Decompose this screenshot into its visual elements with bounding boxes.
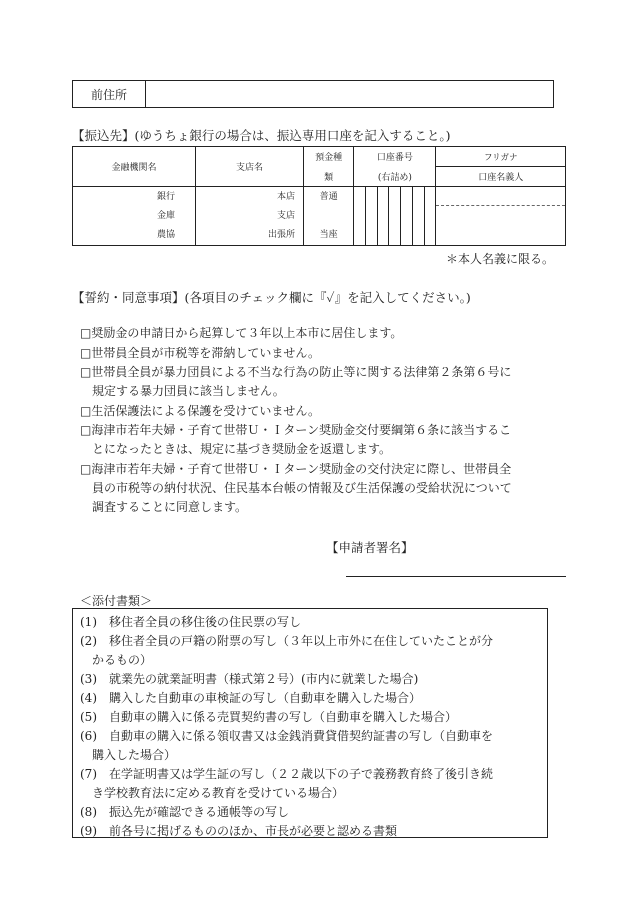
pledge-consent-cont-1: 員の市税等の納付状況、住民基本台帳の情報及び生活保護の受給状況について — [92, 481, 512, 495]
pledge-no-welfare[interactable]: □生活保護法による保護を受けていません。 — [80, 404, 321, 418]
attachment-item-6: (6) 自動車の購入に係る領収書又は金銭消費貸借契約証書の写し（自動車を — [80, 729, 494, 743]
pledge-consent-cont-2: 調査することに同意します。 — [92, 500, 248, 514]
col-institution: 金融機関名 — [73, 147, 196, 187]
account-digit[interactable] — [365, 187, 377, 246]
bank-account-table — [72, 146, 566, 246]
institution-option-bank: 銀行 — [156, 191, 175, 202]
deposit-type-cell[interactable] — [303, 187, 353, 246]
branch-option-main: 本店 — [276, 191, 295, 202]
institution-option-agri: 農協 — [156, 229, 175, 240]
previous-address-table — [72, 80, 554, 108]
col-account-number: 口座番号 — [354, 147, 436, 167]
institution-option-credit: 金庫 — [156, 210, 175, 221]
holder-furigana-field[interactable] — [436, 187, 565, 206]
col-account-number-note: (右詰め) — [354, 167, 436, 187]
col-branch: 支店名 — [195, 147, 303, 187]
branch-option-branch: 支店 — [276, 210, 295, 221]
signature-heading: 【申請者署名】 — [326, 540, 414, 555]
pledge-heading: 【誓約・同意事項】(各項目のチェック欄に『✓』を記入してください。) — [72, 290, 471, 305]
previous-address-label: 前住所 — [73, 81, 146, 108]
account-digit[interactable] — [412, 187, 424, 246]
attachment-item-2: (2) 移住者全員の戸籍の附票の写し（３年以上市外に在住していたことが分 — [80, 634, 494, 648]
pledge-residence[interactable]: □奨励金の申請日から起算して３年以上本市に居住します。 — [80, 326, 403, 340]
attachment-item-7: (7) 在学証明書又は学生証の写し（２２歳以下の子で義務教育終了後引き続 — [80, 767, 494, 781]
account-digit[interactable] — [424, 187, 436, 246]
attachment-item-5: (5) 自動車の購入に係る売買契約書の写し（自動車を購入した場合） — [80, 710, 458, 724]
account-digit[interactable] — [354, 187, 366, 246]
attachment-item-6-cont: 購入した場合） — [92, 748, 177, 762]
previous-address-field[interactable] — [146, 81, 554, 108]
attachment-item-9: (9) 前各号に掲げるもののほか、市長が必要と認める書類 — [80, 824, 398, 838]
transfer-heading: 【振込先】(ゆうちょ銀行の場合は、振込専用口座を記入すること。) — [72, 128, 451, 143]
institution-cell[interactable] — [73, 187, 196, 246]
attachment-item-3: (3) 就業先の就業証明書（様式第２号）(市内に就業した場合) — [80, 672, 419, 686]
col-holder: 口座名義人 — [436, 167, 566, 187]
col-deposit-type-1: 預金種 — [303, 147, 353, 167]
pledge-repayment[interactable]: □海津市若年夫婦・子育て世帯Ｕ・Ｉターン奨励金交付要綱第６条に該当するこ — [80, 423, 512, 437]
holder-cell[interactable] — [436, 187, 566, 246]
attachment-item-4: (4) 購入した自動車の車検証の写し（自動車を購入した場合） — [80, 691, 422, 705]
signature-line[interactable] — [346, 576, 566, 577]
attachment-item-1: (1) 移住者全員の移住後の住民票の写し — [80, 615, 301, 629]
deposit-option-ordinary: 普通 — [319, 191, 338, 202]
attachment-item-2-cont: かるもの） — [92, 653, 153, 667]
pledge-not-gang-member[interactable]: □世帯員全員が暴力団員による不当な行為の防止等に関する法律第２条第６号に — [80, 365, 512, 379]
col-furigana: フリガナ — [436, 147, 566, 167]
account-digit[interactable] — [401, 187, 413, 246]
attachments-heading: ＜添付書類＞ — [80, 594, 153, 608]
branch-option-office: 出張所 — [267, 229, 295, 240]
holder-name-field[interactable] — [436, 206, 565, 245]
deposit-option-current: 当座 — [319, 229, 338, 240]
pledge-no-tax-arrears[interactable]: □世帯員全員が市税等を滞納していません。 — [80, 346, 321, 360]
pledge-repayment-cont: とになったときは、規定に基づき奨励金を返還します。 — [92, 442, 392, 456]
pledge-consent[interactable]: □海津市若年夫婦・子育て世帯Ｕ・Ｉターン奨励金の交付決定に際し、世帯員全 — [80, 462, 512, 476]
attachment-item-7-cont: き学校教育法に定める教育を受けている場合） — [92, 786, 345, 800]
account-digit[interactable] — [389, 187, 401, 246]
col-deposit-type-2: 類 — [303, 167, 353, 187]
branch-cell[interactable] — [195, 187, 303, 246]
attachment-item-8: (8) 振込先が確認できる通帳等の写し — [80, 805, 289, 819]
pledge-not-gang-member-cont: 規定する暴力団員に該当しません。 — [92, 384, 285, 398]
account-holder-note: ＊本人名義に限る。 — [446, 252, 555, 266]
account-digit[interactable] — [377, 187, 389, 246]
